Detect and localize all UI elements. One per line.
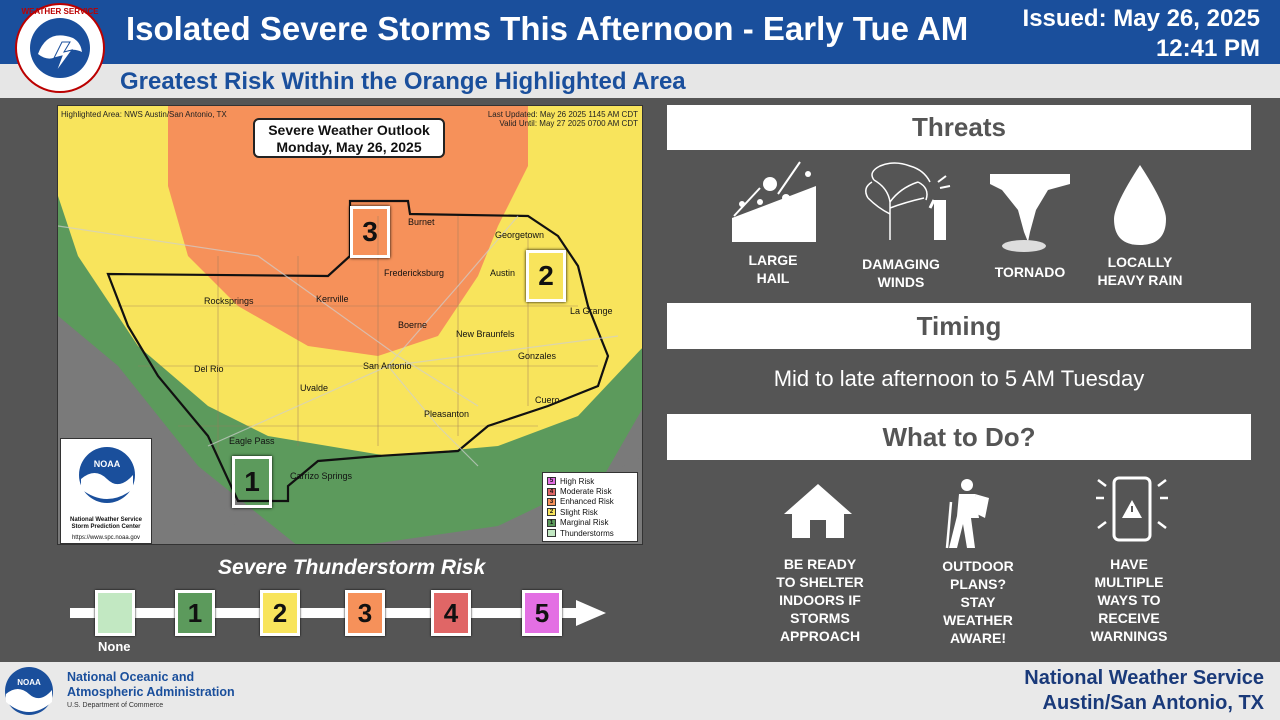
update-info [488, 110, 638, 128]
threats-heading: Threats [667, 105, 1251, 150]
threat-label-wind: DAMAGING WINDS [862, 256, 940, 290]
risk-level-2: 2 [260, 590, 300, 636]
risk-marker-marginal: 1 [232, 456, 272, 508]
risk-level-3: 3 [345, 590, 385, 636]
city-label: Georgetown [495, 230, 545, 240]
threat-label-hail: LARGE HAIL [748, 252, 798, 286]
threat-label-tornado: TORNADO [994, 264, 1066, 280]
city-label: New Braunfels [456, 329, 515, 339]
city-label: Uvalde [300, 383, 329, 393]
city-label: La Grange [570, 306, 613, 316]
timing-heading: Timing [667, 303, 1251, 349]
phone-alert-icon [1094, 472, 1170, 546]
todo-label-outdoor: OUTDOOR PLANS? STAY WEATHER AWARE! [942, 558, 1014, 646]
city-label: San Antonio [363, 361, 412, 371]
noaa-footer-logo-icon [4, 666, 54, 716]
outlook-title-box [253, 118, 445, 158]
hail-icon [730, 158, 818, 242]
risk-level-1: 1 [175, 590, 215, 636]
issued-time: 12:41 PM [1155, 35, 1260, 62]
issued-timestamp [1023, 4, 1260, 64]
risk-scale-arrow-icon [576, 600, 606, 626]
city-label: Austin [490, 268, 516, 278]
city-label: Burnet [408, 217, 435, 227]
svg-text:WEATHER SERVICE: WEATHER SERVICE [21, 7, 99, 16]
risk-marker-enhanced: 3 [350, 206, 390, 258]
spc-url: https://www.spc.noaa.gov [71, 535, 141, 541]
legend-item: 1 Marginal Risk [547, 518, 633, 528]
risk-level-5: 5 [522, 590, 562, 636]
risk-level-4: 4 [431, 590, 471, 636]
svg-text:NOAA: NOAA [17, 678, 41, 687]
legend-item: 2 Slight Risk [547, 507, 633, 517]
svg-text:NOAA: NOAA [93, 459, 121, 469]
legend-item: 5 High Risk [547, 476, 633, 486]
wind-icon [860, 158, 952, 242]
city-label: Eagle Pass [229, 436, 275, 446]
todo-label-warnings: HAVE MULTIPLE WAYS TO RECEIVE WARNINGS [1090, 556, 1168, 644]
city-label: Pleasanton [424, 409, 470, 419]
timing-text: Mid to late afternoon to 5 AM Tuesday [773, 366, 1145, 391]
city-label: Cuero [535, 395, 560, 405]
nws-office: National Weather Service Austin/San Antonio, TX [1024, 667, 1264, 714]
city-label: Carrizo Springs [290, 471, 353, 481]
tornado-icon [988, 170, 1072, 252]
issued-date: Issued: May 26, 2025 [1022, 5, 1260, 32]
nws-logo-icon [10, 2, 110, 94]
outlook-date: Monday, May 26, 2025 [276, 139, 422, 155]
outlook-title: Severe Weather Outlook [268, 122, 430, 138]
city-label: Kerrville [316, 294, 349, 304]
spc-noaa-box [60, 438, 152, 544]
hiker-icon [945, 478, 995, 550]
legend-item: 3 Enhanced Risk [547, 497, 633, 507]
todo-label-shelter: BE READY TO SHELTER INDOORS IF STORMS APPROACH [776, 556, 864, 644]
highlighted-area-label: Highlighted Area: NWS Austin/San Antonio, TX [61, 110, 227, 119]
risk-map [57, 105, 643, 545]
city-label: Del Rio [194, 364, 224, 374]
rain-drop-icon [1110, 163, 1170, 247]
noaa-name: National Oceanic and Atmospheric Administration [67, 670, 235, 699]
house-icon [782, 480, 854, 540]
valid-until: Valid Until: May 27 2025 0700 AM CDT [499, 119, 638, 128]
noaa-logo-icon [77, 445, 137, 505]
city-label: Boerne [398, 320, 428, 330]
city-label: Fredericksburg [384, 268, 445, 278]
last-updated: Last Updated: May 26 2025 1145 AM CDT [487, 110, 638, 119]
what-to-do-heading: What to Do? [667, 414, 1251, 460]
risk-marker-slight: 2 [526, 250, 566, 302]
legend-item: Thunderstorms [547, 528, 633, 538]
map-legend [542, 472, 638, 542]
city-label: Gonzales [518, 351, 557, 361]
city-label: Rocksprings [204, 296, 254, 306]
legend-item: 4 Moderate Risk [547, 486, 633, 496]
page-subtitle: Greatest Risk Within the Orange Highlighted Area [120, 68, 686, 95]
threat-label-rain: LOCALLY HEAVY RAIN [1097, 254, 1183, 288]
noaa-department: U.S. Department of Commerce [67, 702, 164, 709]
risk-scale-line [70, 608, 580, 618]
risk-level-none-label: None [98, 639, 131, 654]
risk-scale-title: Severe Thunderstorm Risk [218, 556, 486, 579]
risk-level-none [95, 590, 135, 636]
spc-name: National Weather Service Storm Prediction Center [70, 517, 142, 530]
page-title: Isolated Severe Storms This Afternoon - Early Tue AM [126, 10, 969, 47]
